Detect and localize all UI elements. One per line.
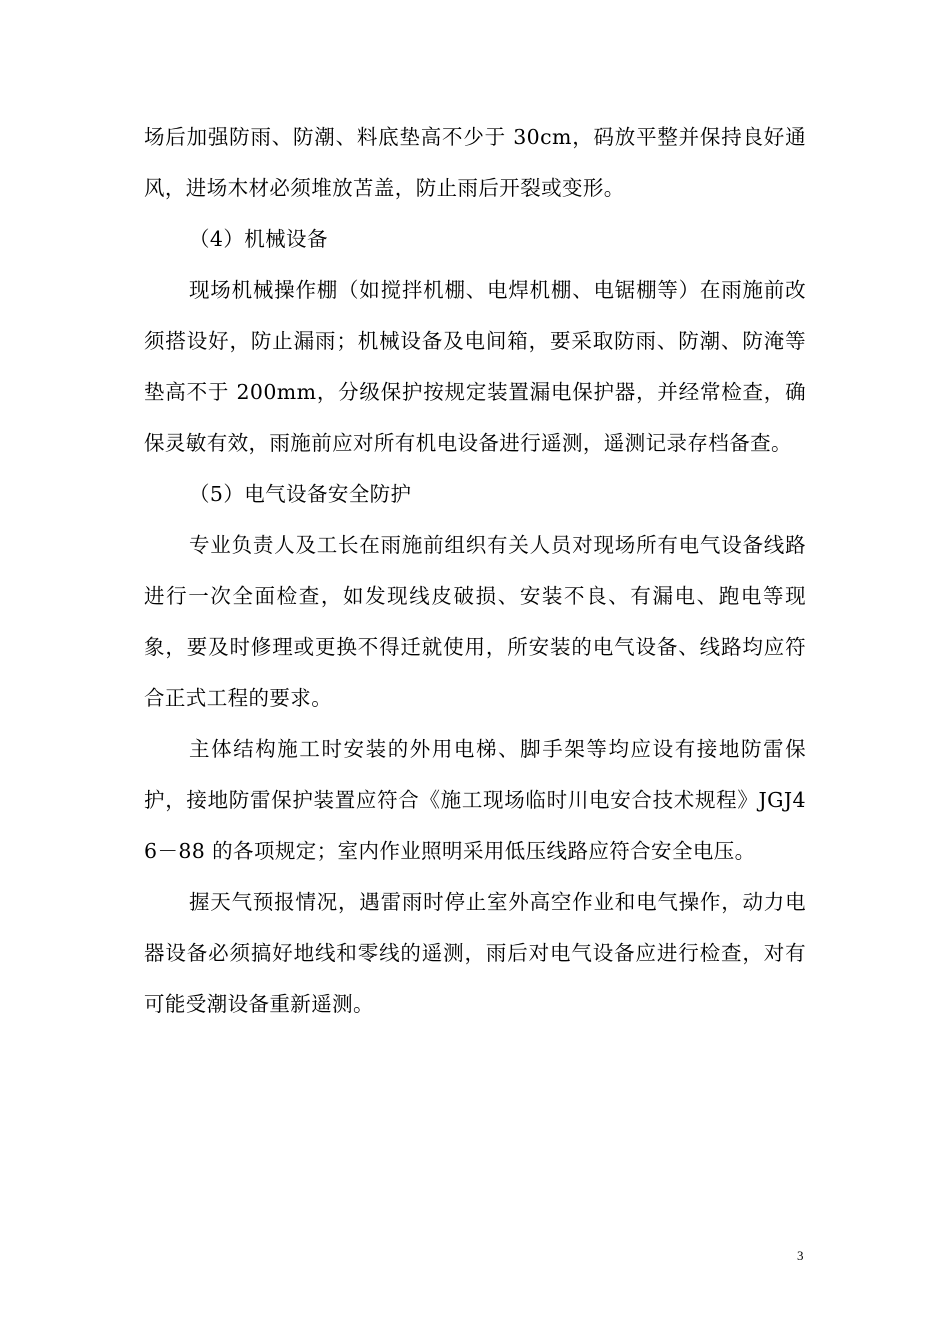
paragraph-lightning-protection: 主体结构施工时安装的外用电梯、脚手架等均应设有接地防雷保护，接地防雷保护装置应符合《施工现场临时川电安合技术规程》JGJ46－88 的各项规定；室内作业照明采用低压线路应符合安全电压。 — [144, 737, 806, 863]
page-number: 3 — [797, 1248, 804, 1263]
paragraph-materials-continued: 场后加强防雨、防潮、料底垫高不少于 30cm，码放平整并保持良好通风，进场木材必须堆放苫盖，防止雨后开裂或变形。 — [144, 125, 806, 200]
paragraph-weather-forecast: 握天气预报情况，遇雷雨时停止室外高空作业和电气操作，动力电器设备必须搞好地线和零线的遥测，雨后对电气设备应进行检查，对有可能受潮设备重新遥测。 — [144, 890, 806, 1016]
heading-electrical-safety: （5）电气设备安全防护 — [189, 482, 412, 506]
document-body — [144, 112, 806, 1030]
paragraph-machinery: 现场机械操作棚（如搅拌机棚、电焊机棚、电锯棚等）在雨施前改须搭设好，防止漏雨；机械设备及电间箱，要采取防雨、防潮、防淹等垫高不于 200mm，分级保护按规定装置漏电保护器，并经常检查，确保灵敏有效，雨施前应对所有机电设备进行遥测，遥测记录存档备查。 — [144, 278, 806, 455]
heading-machinery: （4）机械设备 — [189, 227, 328, 251]
paragraph-electrical-inspection: 专业负责人及工长在雨施前组织有关人员对现场所有电气设备线路进行一次全面检查，如发现线皮破损、安装不良、有漏电、跑电等现象，要及时修理或更换不得迁就使用，所安装的电气设备、线路均应符合正式工程的要求。 — [144, 533, 806, 710]
